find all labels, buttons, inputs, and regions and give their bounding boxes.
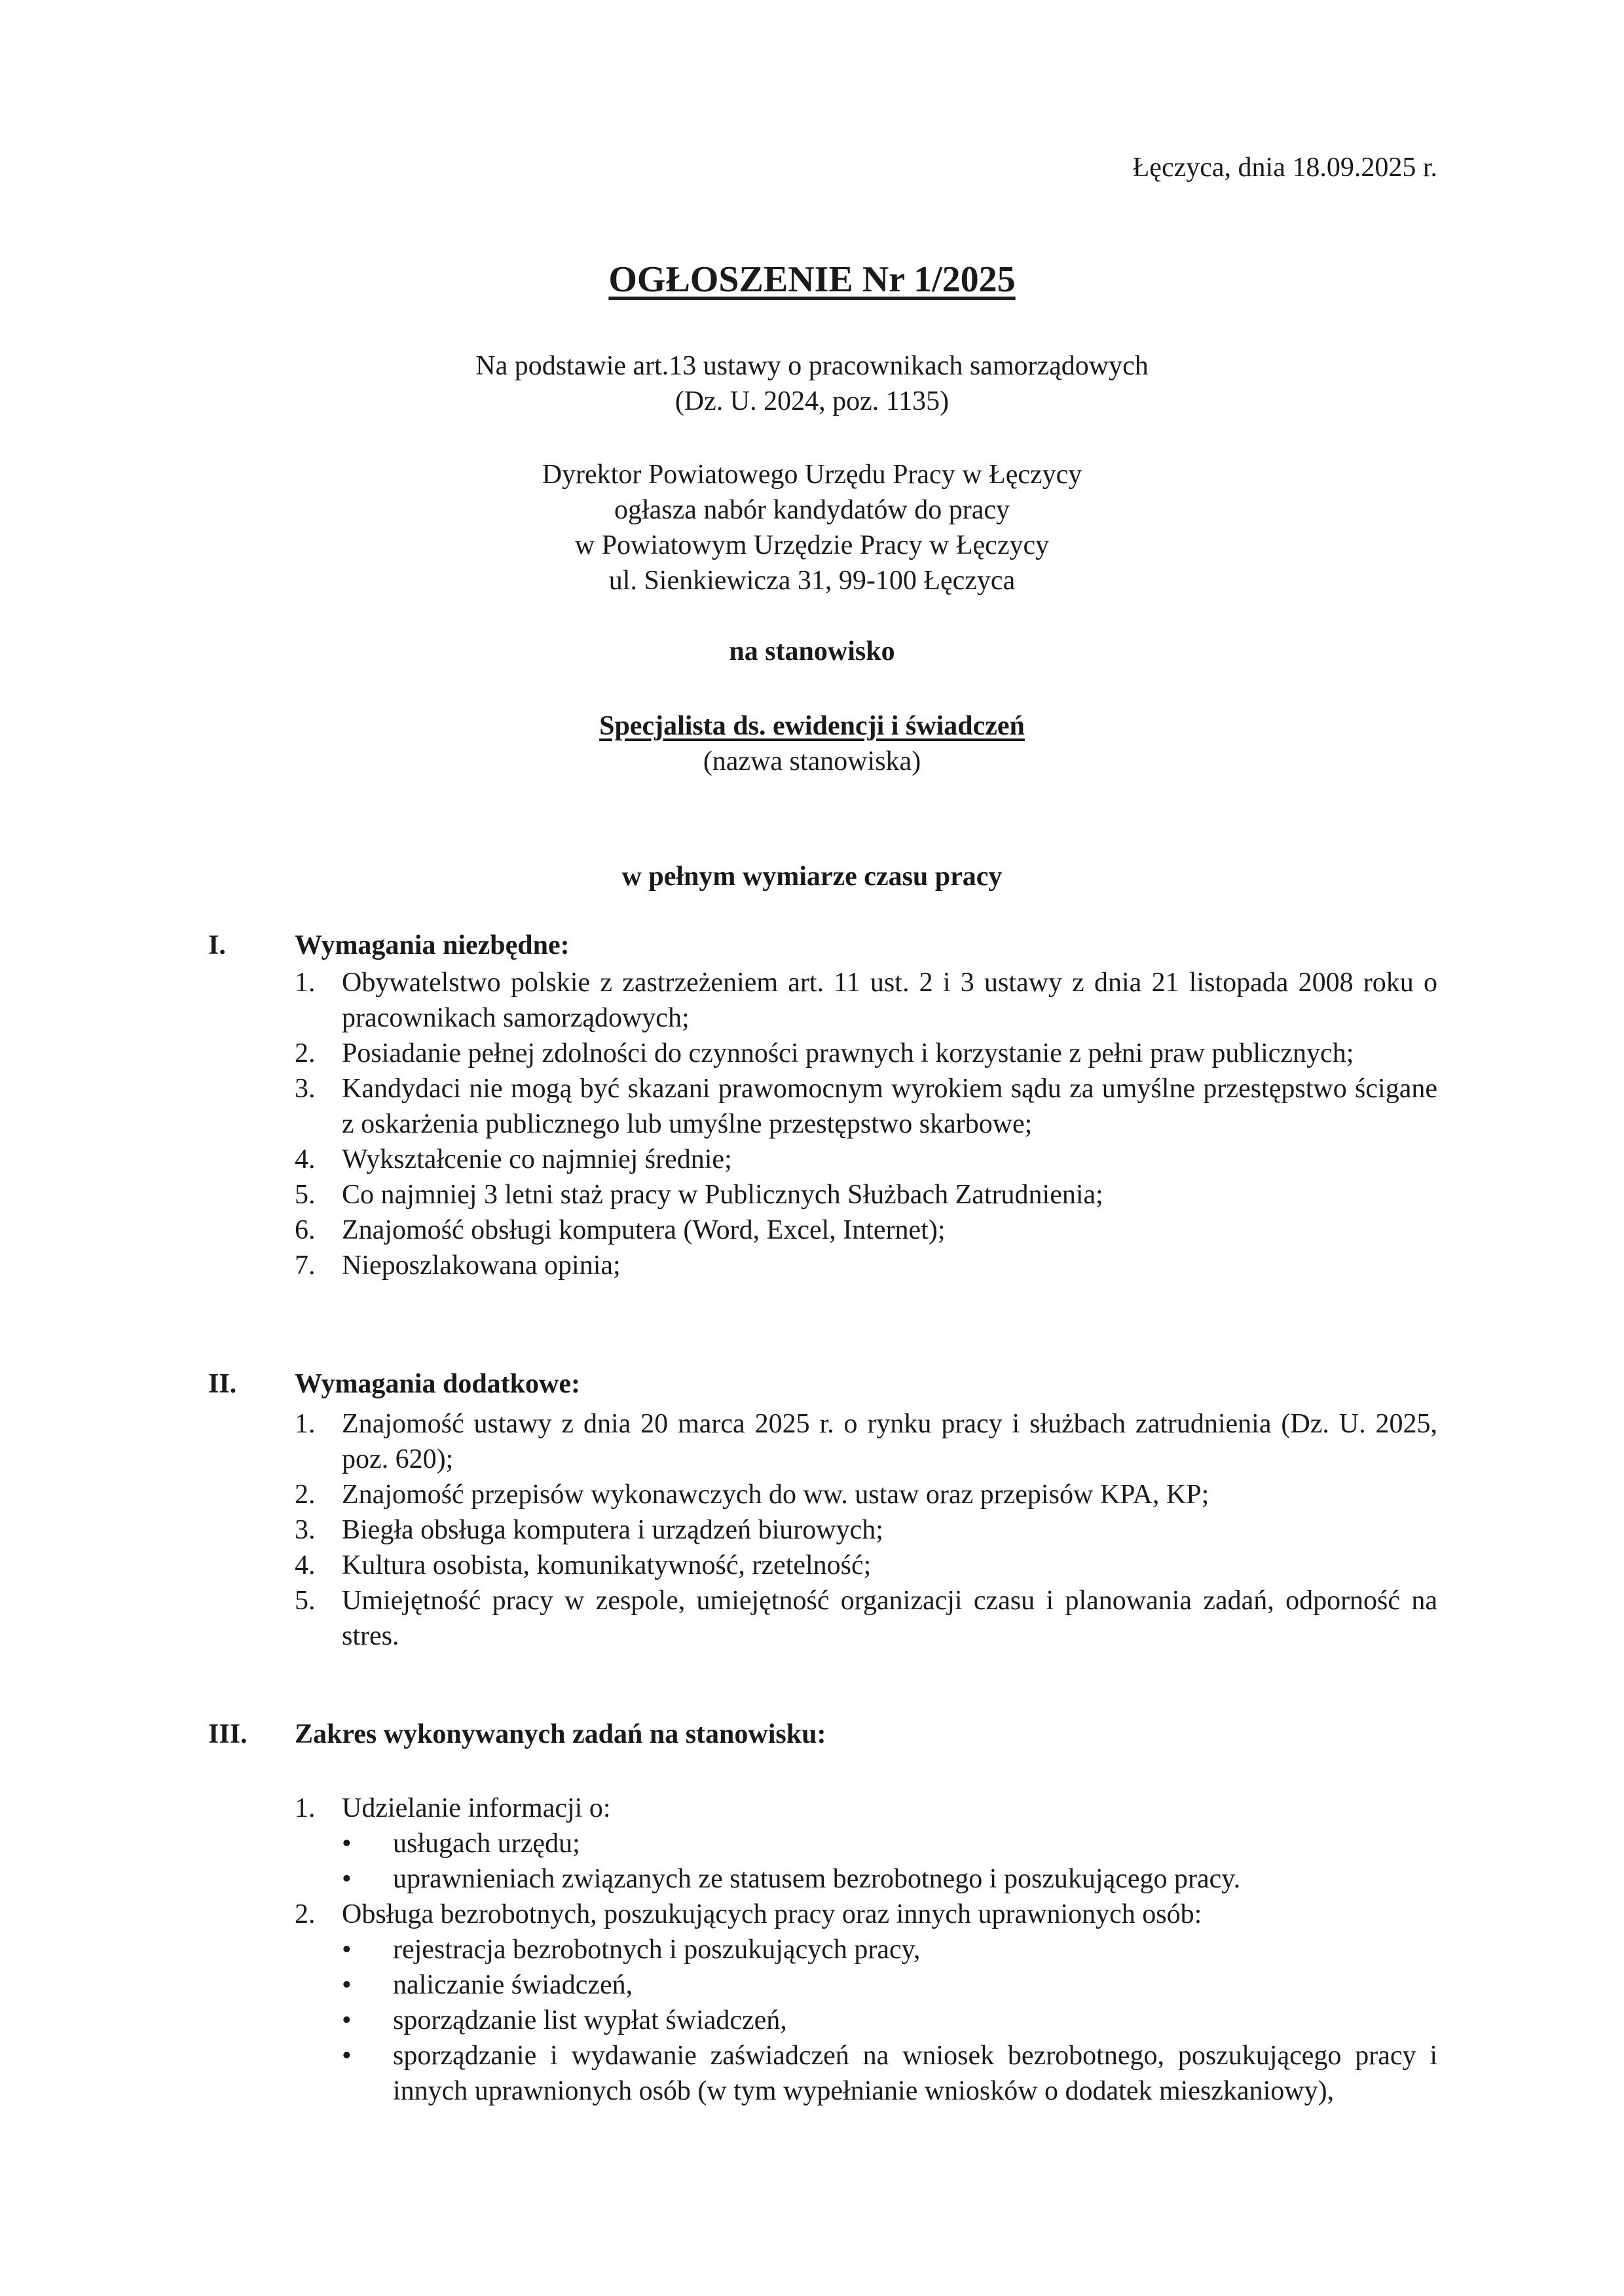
list-item: 1. Udzielanie informacji o: (295, 1793, 611, 1823)
list-item: 2. Posiadanie pełnej zdolności do czynności prawnych i korzystanie z pełni praw publicznych; (295, 1038, 1354, 1068)
section-title: Zakres wykonywanych zadań na stanowisku: (295, 1719, 826, 1749)
bullet-list (295, 1932, 1437, 2109)
list-item: 2. Znajomość przepisów wykonawczych do ww. ustaw oraz przepisów KPA, KP; (295, 1480, 1209, 1510)
list-item: 7. Nieposzlakowana opinia; (295, 1250, 621, 1281)
section-number: I. (208, 930, 226, 960)
position-name: Specjalista ds. ewidencji i świadczeń (599, 711, 1025, 741)
list-item: 4. Wykształcenie co najmniej średnie; (295, 1144, 732, 1175)
bullet-list (295, 1826, 1437, 1897)
bullet-item: • sporządzanie i wydawanie zaświadczeń na wniosek bezrobotnego, poszukującego pracy i innych uprawnionych osób (w tym wypełnianie wniosków o dodatek mieszkaniowy), (342, 2041, 1437, 2106)
list-item: 1. Obywatelstwo polskie z zastrzeżeniem art. 11 ust. 2 i 3 ustawy z dnia 21 listopada 2008 roku o pracownikach samorządowych; (295, 968, 1437, 1033)
section-number: III. (208, 1719, 248, 1749)
list-item: 4. Kultura osobista, komunikatywność, rzetelność; (295, 1550, 872, 1580)
list-item: 5. Co najmniej 3 letni staż pracy w Publicznych Służbach Zatrudnienia; (295, 1180, 1103, 1210)
section-list (295, 965, 1437, 1283)
place-date: Łęczyca, dnia 18.09.2025 r. (1132, 153, 1437, 183)
working-time: w pełnym wymiarze czasu pracy (621, 862, 1003, 892)
list-item: 2. Obsługa bezrobotnych, poszukujących pracy oraz innych uprawnionych osób: (295, 1899, 1202, 1929)
position-name-caption: (nazwa stanowiska) (703, 746, 921, 776)
director-line: Dyrektor Powiatowego Urzędu Pracy w Łęczycy (542, 460, 1082, 490)
director-statement (0, 457, 1624, 598)
section-title: Wymagania dodatkowe: (295, 1369, 580, 1399)
list-item: 5. Umiejętność pracy w zespole, umiejętność organizacji czasu i planowania zadań, odporność na stres. (295, 1586, 1437, 1651)
section-list (295, 1791, 1437, 2109)
legal-basis (0, 348, 1624, 419)
section-list (295, 1406, 1437, 1654)
bullet-item: • uprawnieniach związanych ze statusem bezrobotnego i poszukującego pracy. (342, 1864, 1241, 1894)
position-block (0, 708, 1624, 779)
legal-basis-line: (Dz. U. 2024, poz. 1135) (674, 386, 950, 416)
list-item: 1. Znajomość ustawy z dnia 20 marca 2025 r. o rynku pracy i służbach zatrudnienia (Dz. U. 2025, poz. 620); (295, 1409, 1437, 1474)
director-line: w Powiatowym Urzędzie Pracy w Łęczycy (574, 530, 1050, 560)
position-label: na stanowisko (729, 636, 895, 666)
section-title: Wymagania niezbędne: (295, 930, 570, 960)
list-item: 3. Kandydaci nie mogą być skazani prawomocnym wyrokiem sądu za umyślne przestępstwo ścigane z oskarżenia publicznego lub umyślne przestępstwo skarbowe; (295, 1074, 1437, 1139)
director-line: ul. Sienkiewicza 31, 99-100 Łęczyca (608, 566, 1016, 596)
list-item: 6. Znajomość obsługi komputera (Word, Excel, Internet); (295, 1215, 946, 1245)
bullet-item: • rejestracja bezrobotnych i poszukujących pracy, (342, 1935, 921, 1965)
announcement-title: OGŁOSZENIE Nr 1/2025 (608, 259, 1016, 300)
bullet-item: • naliczanie świadczeń, (342, 1970, 633, 2000)
section-number: II. (208, 1369, 237, 1399)
bullet-item: • usługach urzędu; (342, 1829, 580, 1859)
list-item: 3. Biegła obsługa komputera i urządzeń biurowych; (295, 1515, 883, 1545)
bullet-item: • sporządzanie list wypłat świadczeń, (342, 2005, 787, 2035)
director-line: ogłasza nabór kandydatów do pracy (614, 495, 1010, 525)
legal-basis-line: Na podstawie art.13 ustawy o pracownikach samorządowych (475, 351, 1149, 381)
